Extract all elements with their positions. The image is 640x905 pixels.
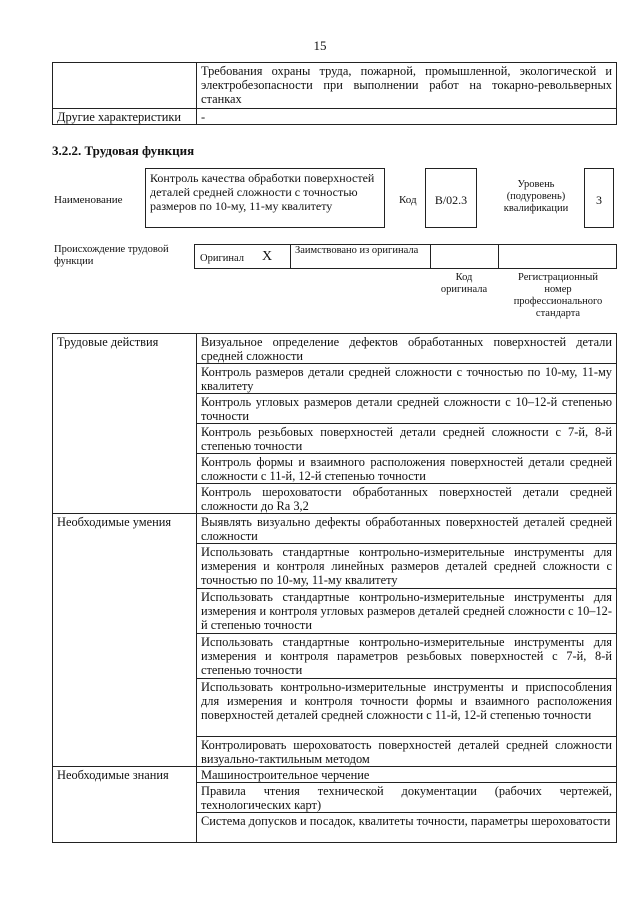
action-item-4: Контроль резьбовых поверхностей детали средней сложности с 7-й, 8-й степенью точности (197, 424, 617, 454)
section-label-skills: Необходимые умения (53, 514, 197, 767)
top-table-empty-cell (53, 63, 197, 109)
section-label-knowledge: Необходимые знания (53, 767, 197, 843)
original-label: Оригинал (200, 253, 244, 264)
action-item-3: Контроль угловых размеров детали средней сложности с 10–12-й степенью точности (197, 394, 617, 424)
skill-item-2: Использовать стандартные контрольно-измерительные инструменты для измерения и контроля линейных размеров деталей средней сложности с точностью по 10-му, 11-му квалитету (197, 544, 617, 589)
action-item-6: Контроль шероховатости обработанных поверхностей детали средней сложности до Ra 3,2 (197, 484, 617, 514)
top-table-row1-text: Требования охраны труда, пожарной, промышленной, экологической и электробезопасности при выполнении работ на токарно-револьверных станках (197, 63, 617, 109)
action-item-1: Визуальное определение дефектов обработанных поверхностей детали средней сложности (197, 334, 617, 364)
action-item-2: Контроль размеров детали средней сложности с точностью по 10-му, 11-му квалитету (197, 364, 617, 394)
skill-item-5: Использовать контрольно-измерительные инструменты и приспособления для измерения и контроля точности формы и взаимного расположения поверхностей деталей средней сложности с 11-й, 12-й степенью точности (197, 679, 617, 737)
section-label-actions: Трудовые действия (53, 334, 197, 514)
knowledge-item-3: Система допусков и посадок, квалитеты точности, параметры шероховатости (197, 813, 617, 843)
action-item-5: Контроль формы и взаимного расположения поверхностей детали средней сложности с 11-й, 12-й степенью точности (197, 454, 617, 484)
reg-caption: Регистрационный номер профессионального стандарта (513, 272, 603, 319)
code-label: Код (399, 194, 417, 206)
origin-divider-1 (290, 244, 291, 269)
skill-item-4: Использовать стандартные контрольно-измерительные инструменты для измерения и контроля параметров резьбовых поверхностей с 7-й, 8-й степенью точности (197, 634, 617, 679)
skill-item-1: Выявлять визуально дефекты обработанных поверхностей деталей средней сложности (197, 514, 617, 544)
level-value: 3 (584, 168, 614, 228)
skill-item-3: Использовать стандартные контрольно-измерительные инструменты для измерения и контроля угловых размеров деталей средней сложности с 10–12-й степенью точности (197, 589, 617, 634)
name-value: Контроль качества обработки поверхностей деталей средней сложности с точностью размеров по 10-му, 11-му квалитету (145, 168, 385, 228)
top-table (52, 62, 617, 125)
level-label: Уровень (подуровень) квалификации (503, 179, 569, 214)
origin-divider-3 (498, 244, 499, 269)
page-number: 15 (313, 38, 327, 53)
origin-label: Происхождение трудовой функции (54, 244, 169, 267)
knowledge-item-2: Правила чтения технической документации (рабочих чертежей, технологических карт) (197, 783, 617, 813)
original-mark: X (262, 249, 273, 264)
knowledge-item-1: Машиностроительное черчение (197, 767, 617, 783)
borrowed-label: Заимствовано из оригинала (295, 245, 419, 256)
origin-divider-2 (430, 244, 431, 269)
code-caption: Код оригинала (440, 272, 488, 295)
section-heading: 3.2.2. Трудовая функция (52, 143, 195, 158)
top-table-row2-label: Другие характеристики (53, 109, 197, 125)
skill-item-6: Контролировать шероховатость поверхностей деталей средней сложности визуально-тактильным методом (197, 737, 617, 767)
main-table (52, 333, 617, 843)
code-value: B/02.3 (425, 168, 477, 228)
name-label: Наименование (54, 194, 123, 206)
top-table-row2-value: - (197, 109, 617, 125)
